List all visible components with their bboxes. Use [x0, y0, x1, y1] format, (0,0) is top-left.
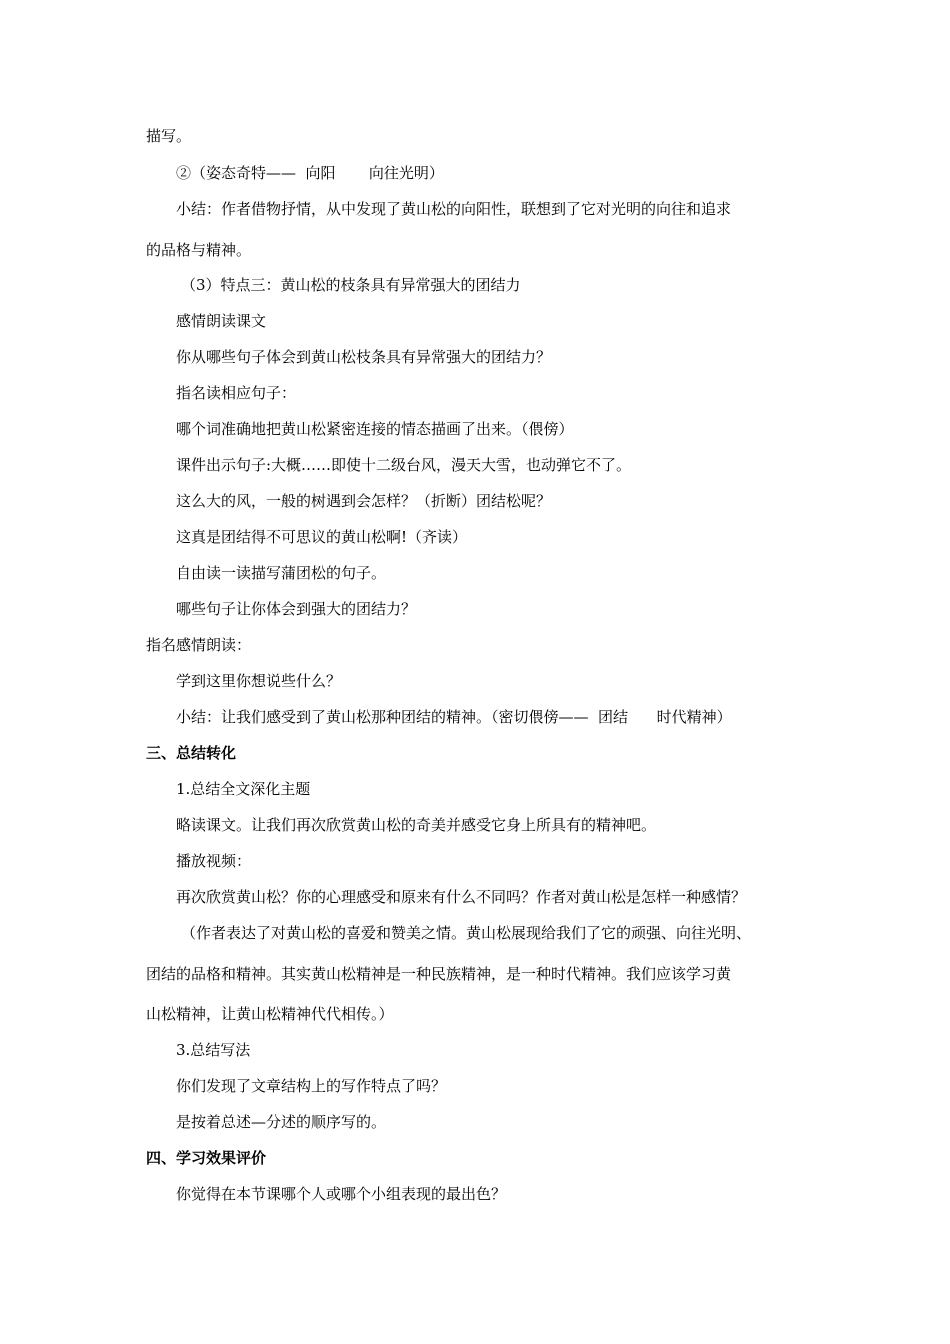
text-line: ②（姿态奇特—— 向阳 向往光明） — [176, 164, 444, 182]
text-line: 学到这里你想说些什么？ — [176, 672, 342, 690]
text-line: 1.总结全文深化主题 — [176, 780, 311, 798]
text-line: 哪个词准确地把黄山松紧密连接的情态描画了出来。（偎傍） — [176, 420, 574, 438]
text-line: （作者表达了对黄山松的喜爱和赞美之情。黄山松展现给我们了它的顽强、向往光明、 — [181, 924, 752, 942]
text-line: 播放视频： — [176, 852, 252, 870]
text-line: 课件出示句子:大概……即使十二级台风，漫天大雪，也动弹它不了。 — [176, 456, 632, 474]
text-line: 你们发现了文章结构上的写作特点了吗？ — [176, 1077, 447, 1095]
text-line: 团结的品格和精神。其实黄山松精神是一种民族精神，是一种时代精神。我们应该学习黄 — [146, 965, 732, 983]
text-line: 指名感情朗读： — [146, 636, 252, 654]
text-line: 的品格与精神。 — [146, 241, 252, 259]
section-heading: 四、学习效果评价 — [146, 1149, 267, 1167]
text-line: 3.总结写法 — [176, 1041, 251, 1059]
section-heading: 三、总结转化 — [146, 744, 237, 762]
text-line: 感情朗读课文 — [176, 312, 267, 330]
text-line: 指名读相应句子： — [176, 384, 297, 402]
text-line: 描写。 — [146, 127, 192, 145]
text-line: 你从哪些句子体会到黄山松枝条具有异常强大的团结力？ — [176, 348, 552, 366]
text-line: 山松精神，让黄山松精神代代相传。） — [146, 1005, 394, 1023]
text-line: （3）特点三：黄山松的枝条具有异常强大的团结力 — [181, 276, 521, 294]
text-line: 是按着总述—分述的顺序写的。 — [176, 1113, 387, 1131]
text-line: 小结：作者借物抒情，从中发现了黄山松的向阳性，联想到了它对光明的向往和追求 — [176, 200, 732, 218]
text-line: 小结：让我们感受到了黄山松那种团结的精神。（密切偎傍—— 团结 时代精神） — [176, 708, 732, 726]
text-line: 这真是团结得不可思议的黄山松啊!（齐读） — [176, 528, 468, 546]
text-line: 你觉得在本节课哪个人或哪个小组表现的最出色？ — [176, 1185, 507, 1203]
text-line: 自由读一读描写蒲团松的句子。 — [176, 564, 387, 582]
text-line: 再次欣赏黄山松？你的心理感受和原来有什么不同吗？作者对黄山松是怎样一种感情？ — [176, 888, 747, 906]
text-line: 这么大的风，一般的树遇到会怎样？（折断）团结松呢？ — [176, 492, 552, 510]
text-line: 略读课文。让我们再次欣赏黄山松的奇美并感受它身上所具有的精神吧。 — [176, 816, 657, 834]
text-line: 哪些句子让你体会到强大的团结力？ — [176, 600, 417, 618]
